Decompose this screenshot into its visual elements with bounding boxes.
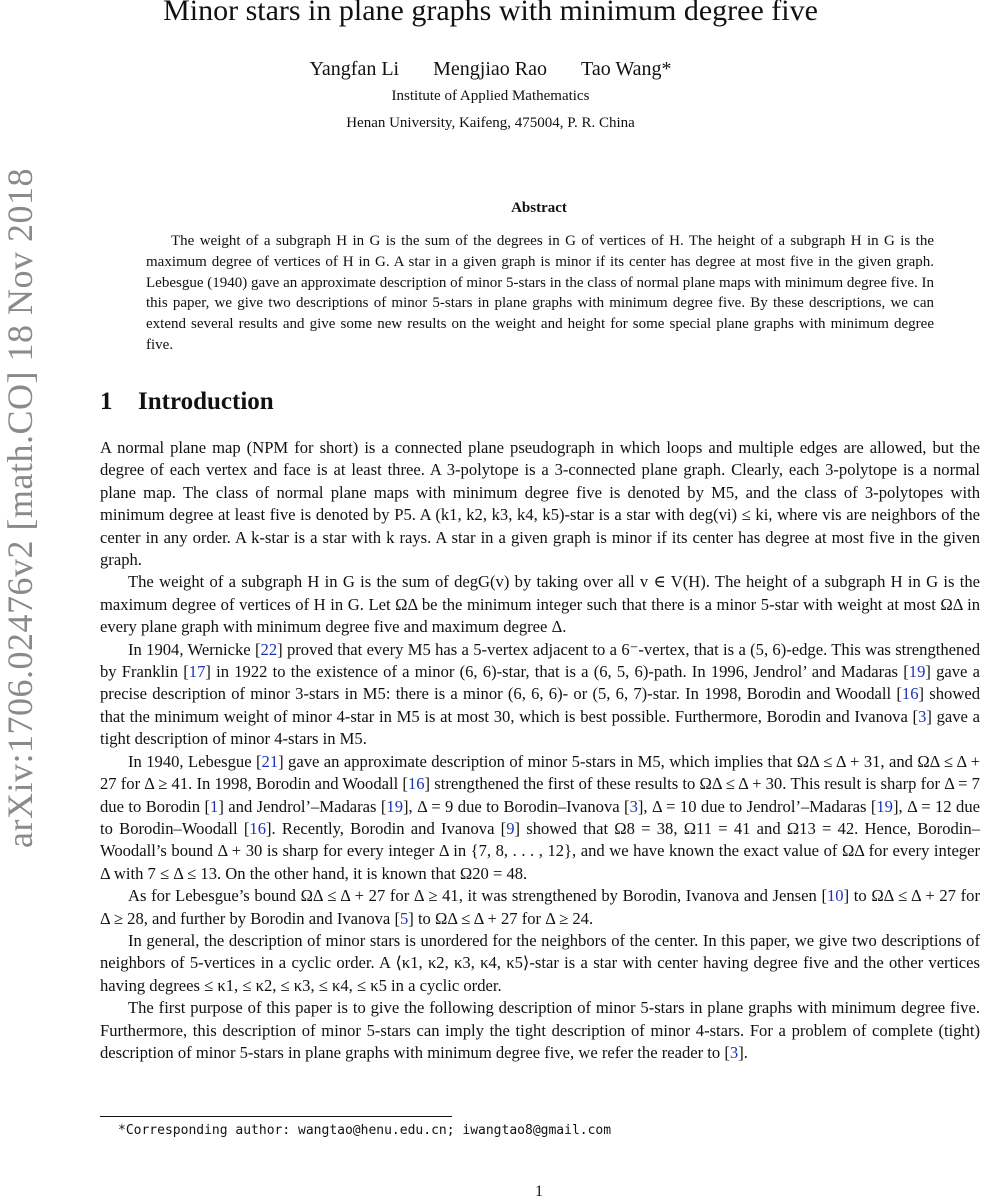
paper-title: Minor stars in plane graphs with minimum degree five <box>163 0 818 27</box>
paragraph: As for Lebesgue’s bound ΩΔ ≤ Δ + 27 for Δ ≥ 41, it was strengthened by Borodin, Ivanova and Jensen [10] to ΩΔ ≤ Δ + 27 for Δ ≥ 28, and further by Borodin and Ivanova [5] to ΩΔ ≤ Δ + 27 for Δ ≥ 24. <box>100 886 980 928</box>
section-heading <box>100 388 274 416</box>
citation-link[interactable]: 19 <box>386 796 404 816</box>
citation-link[interactable]: 21 <box>261 751 279 771</box>
footnote-rule <box>100 1116 452 1117</box>
paragraph: In general, the description of minor stars is unordered for the neighbors of the center. In this paper, we give two descriptions of neighbors of 5-vertices in a cyclic order. A ⟨κ1, κ2, κ3, κ4, κ5⟩-star is a star with center having degree five and the other vertices having degrees ≤ κ1, ≤ κ2, ≤ κ3, ≤ κ4, ≤ κ5 in a cyclic order. <box>100 930 980 995</box>
author-name: Yangfan Li <box>309 58 400 80</box>
citation-link[interactable]: 22 <box>260 639 278 659</box>
citation-link[interactable]: 16 <box>901 684 919 704</box>
citation-link[interactable]: 10 <box>826 886 844 906</box>
author-list <box>0 58 981 81</box>
section-title: Introduction <box>138 388 274 415</box>
paragraph: In 1940, Lebesgue [21] gave an approximate description of minor 5-stars in M5, which implies that ΩΔ ≤ Δ + 31, and ΩΔ ≤ Δ + 27 for Δ ≥ 41. In 1998, Borodin and Woodall [16] strengthened the first of these results to ΩΔ ≤ Δ + 30. This result is sharp for Δ = 7 due to Borodin [1] and Jendrol’–Madaras [19], Δ = 9 due to Borodin–Ivanova [3], Δ = 10 due to Jendrol’–Madaras [19], Δ = 12 due to Borodin–Woodall [16]. Recently, Borodin and Ivanova [9] showed that Ω8 = 38, Ω11 = 41 and Ω13 = 42. Hence, Borodin–Woodall’s bound Δ + 30 is sharp for every integer Δ in {7, 8, . . . , 12}, and we have known the exact value of ΩΔ for every integer Δ with 7 ≤ Δ ≤ 13. On the other hand, it is known that Ω20 = 48. <box>100 751 981 883</box>
section-number: 1 <box>100 388 113 415</box>
arxiv-identifier-sidebar <box>2 150 38 865</box>
citation-link[interactable]: 3 <box>918 706 927 726</box>
body-text <box>100 437 980 1064</box>
paragraph: The first purpose of this paper is to give the following description of minor 5-stars in plane graphs with minimum degree five. Furthermore, this description of minor 5-stars can imply the tight description of minor 4-stars. For a problem of complete (tight) description of minor 5-stars in plane graphs with minimum degree five, we refer the reader to [3]. <box>100 998 980 1062</box>
affiliation-line: Henan University, Kaifeng, 475004, P. R. China <box>346 115 635 131</box>
citation-link[interactable]: 9 <box>506 818 515 838</box>
citation-link[interactable]: 3 <box>729 1042 739 1062</box>
author-name: Mengjiao Rao <box>433 58 547 80</box>
paragraph: The weight of a subgraph H in G is the sum of degG(v) by taking over all v ∈ V(H). The height of a subgraph H in G is the maximum degree of vertices of H in G. Let ΩΔ be the minimum integer such that there is a minor 5-star with weight at most ΩΔ in every plane graph with minimum degree five and maximum degree Δ. <box>100 572 980 637</box>
citation-link[interactable]: 1 <box>210 796 219 816</box>
affiliation-line: Institute of Applied Mathematics <box>391 88 590 104</box>
citation-link[interactable]: 19 <box>908 662 926 682</box>
citation-link[interactable]: 19 <box>876 796 893 816</box>
page-number: 1 <box>535 1183 543 1200</box>
abstract-text: The weight of a subgraph H in G is the sum of the degrees in G of vertices of H. The height of a subgraph H in G is the maximum degree of vertices of H in G. A star in a given graph is minor if its center has degree at most five in the given graph. Lebesgue (1940) gave an approximate description of minor 5-stars in the class of normal plane maps with minimum degree five. In this paper, we give two descriptions of minor 5-stars in plane graphs with minimum degree five. By these descriptions, we can extend several results and give some new results on the weight and height for some special plane graphs with minimum degree five. <box>146 233 934 353</box>
citation-link[interactable]: 17 <box>188 662 206 682</box>
citation-link[interactable]: 3 <box>629 796 638 816</box>
author-name: Tao Wang* <box>581 58 672 80</box>
paragraph: In 1904, Wernicke [22] proved that every M5 has a 5-vertex adjacent to a 6⁻-vertex, that is a (5, 6)-edge. This was strengthened by Franklin [17] in 1922 to the existence of a minor (6, 6)-star, that is a (6, 5, 6)-path. In 1996, Jendrol’ and Madaras [19] gave a precise description of minor 3-stars in M5: there is a minor (6, 6, 6)- or (5, 6, 7)-star. In 1998, Borodin and Woodall [16] showed that the minimum weight of minor 4-star in M5 is at most 30, which is best possible. Furthermore, Borodin and Ivanova [3] gave a tight description of minor 4-stars in M5. <box>100 639 980 749</box>
citation-link[interactable]: 16 <box>249 818 266 838</box>
footnote: *Corresponding author: wangtao@henu.edu.cn; iwangtao8@gmail.com <box>118 1123 612 1138</box>
abstract-heading: Abstract <box>511 200 567 216</box>
paragraph: A normal plane map (NPM for short) is a connected plane pseudograph in which loops and multiple edges are allowed, but the degree of each vertex and face is at least three. A 3-polytope is a 3-connected plane graph. Clearly, each 3-polytope is a normal plane map. The class of normal plane maps with minimum degree five is denoted by M5, and the class of 3-polytopes with minimum degree at least five is denoted by P5. A (k1, k2, k3, k4, k5)-star is a star with deg(vi) ≤ ki, where vis are neighbors of the center in any order. A k-star is a star with k rays. A star in a given graph is minor if its center has degree at most five in the given graph. <box>100 438 980 570</box>
citation-link[interactable]: 5 <box>399 908 409 928</box>
citation-link[interactable]: 16 <box>407 774 425 794</box>
arxiv-identifier: arXiv:1706.02476v2 [math.CO] 18 Nov 2018 <box>0 167 40 848</box>
